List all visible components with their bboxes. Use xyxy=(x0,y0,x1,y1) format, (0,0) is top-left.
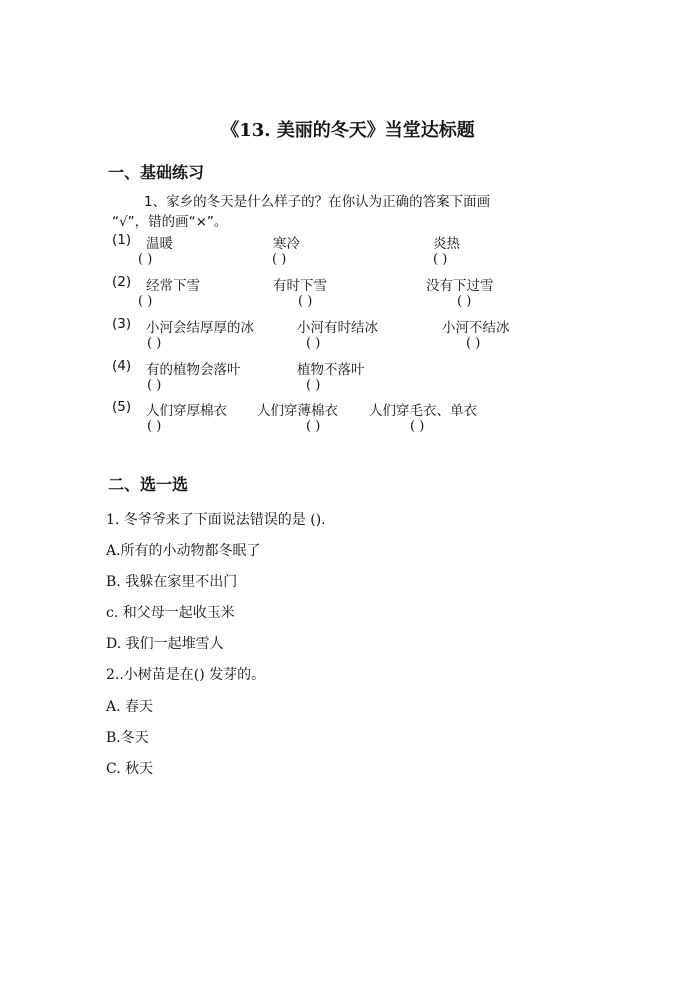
answer-blank[interactable]: ( ) xyxy=(457,294,472,309)
answer-blank[interactable]: ( ) xyxy=(147,378,162,393)
question-number: (3) xyxy=(112,316,132,332)
option-label: 炎热 xyxy=(433,236,460,252)
choice-option[interactable]: A. 春天 xyxy=(106,699,154,715)
instruction-line-1: 1、家乡的冬天是什么样子的？在你认为正确的答案下面画 xyxy=(144,194,491,210)
instruction-line-2: “√”，错的画“×”。 xyxy=(112,214,228,230)
answer-blank[interactable]: ( ) xyxy=(433,252,448,267)
choice-option[interactable]: C. 秋天 xyxy=(106,761,154,777)
answer-blank[interactable]: ( ) xyxy=(147,419,162,434)
option-label: 小河有时结冰 xyxy=(297,320,378,336)
choice-option[interactable]: B. 我躲在家里不出门 xyxy=(106,574,238,590)
answer-blank[interactable]: ( ) xyxy=(298,294,313,309)
question-number: (1) xyxy=(112,232,132,248)
answer-blank[interactable]: ( ) xyxy=(306,419,321,434)
section-heading-choice: 二、选一选 xyxy=(108,475,189,494)
option-label: 小河会结厚厚的冰 xyxy=(146,320,254,336)
answer-blank[interactable]: ( ) xyxy=(466,336,481,351)
option-label: 人们穿厚棉衣 xyxy=(146,403,227,419)
option-label: 人们穿薄棉衣 xyxy=(257,403,338,419)
question-2: 2..小树苗是在() 发芽的。 xyxy=(106,667,266,683)
choice-option[interactable]: c. 和父母一起收玉米 xyxy=(106,605,235,621)
choice-option[interactable]: B.冬天 xyxy=(106,730,149,746)
option-label: 人们穿毛衣、单衣 xyxy=(369,403,477,419)
option-label: 有的植物会落叶 xyxy=(146,362,241,378)
option-label: 植物不落叶 xyxy=(297,362,365,378)
option-label: 经常下雪 xyxy=(146,278,200,294)
choice-option[interactable]: A.所有的小动物都冬眠了 xyxy=(106,543,261,559)
answer-blank[interactable]: ( ) xyxy=(306,336,321,351)
answer-blank[interactable]: ( ) xyxy=(138,294,153,309)
answer-blank[interactable]: ( ) xyxy=(306,378,321,393)
section-heading-basic: 一、基础练习 xyxy=(108,163,205,182)
option-label: 没有下过雪 xyxy=(426,278,494,294)
option-label: 小河不结冰 xyxy=(442,320,510,336)
question-number: (5) xyxy=(112,399,132,415)
question-1: 1. 冬爷爷来了下面说法错误的是 (). xyxy=(106,512,326,528)
answer-blank[interactable]: ( ) xyxy=(410,419,425,434)
question-number: (4) xyxy=(112,358,132,374)
answer-blank[interactable]: ( ) xyxy=(147,336,162,351)
answer-blank[interactable]: ( ) xyxy=(138,252,153,267)
question-number: (2) xyxy=(112,274,132,290)
option-label: 温暖 xyxy=(146,236,173,252)
choice-option[interactable]: D. 我们一起堆雪人 xyxy=(106,636,224,652)
option-label: 有时下雪 xyxy=(273,278,327,294)
page-title: 《13. 美丽的冬天》当堂达标题 xyxy=(221,120,475,141)
option-label: 寒冷 xyxy=(273,236,300,252)
answer-blank[interactable]: ( ) xyxy=(272,252,287,267)
